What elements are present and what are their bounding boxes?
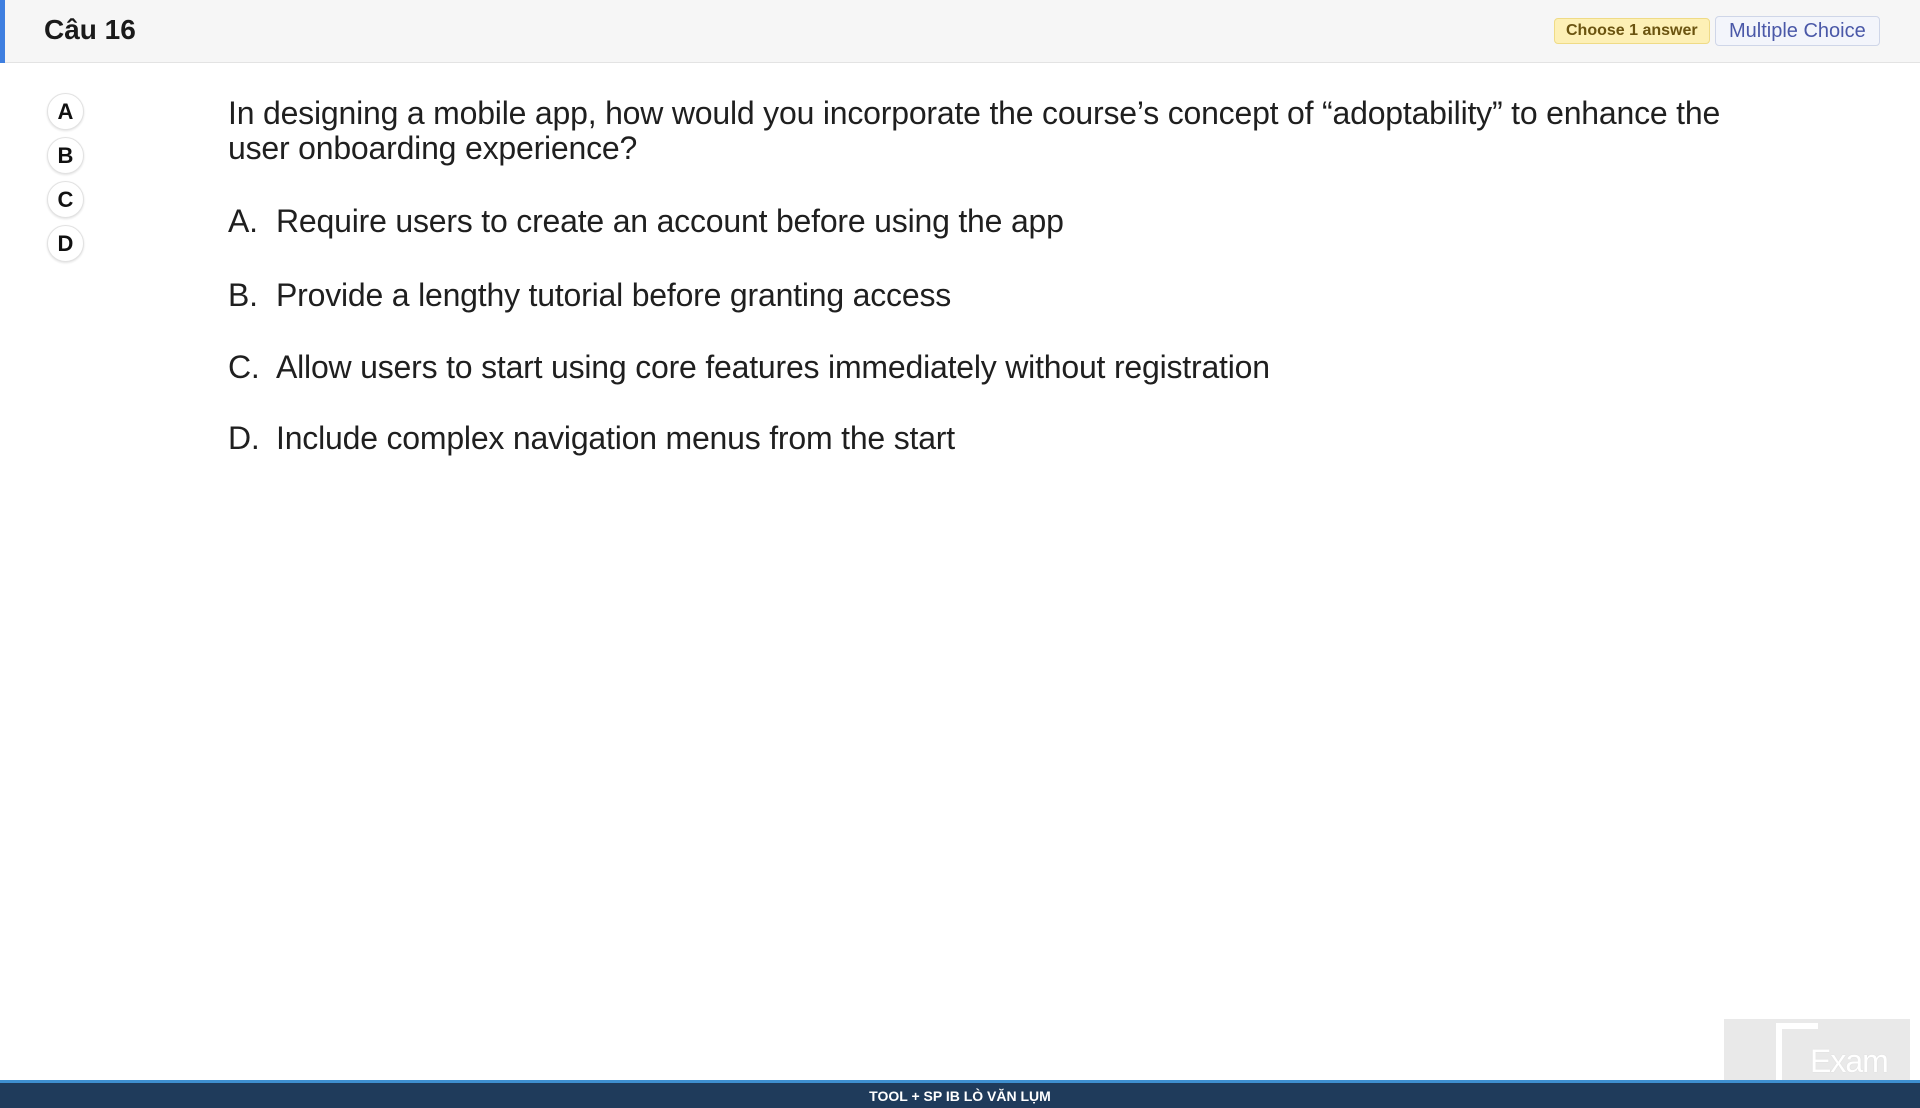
select-option-b-button[interactable]: B [47,137,84,174]
question-number-title: Câu 16 [44,14,136,45]
answer-text: Include complex navigation menus from the start [276,420,955,456]
answer-option-b [228,277,951,313]
select-option-d-button[interactable]: D [47,225,84,262]
footer-credit-text: TOOL + SP IB LÒ VĂN LỤM [869,1088,1051,1104]
select-option-a-button[interactable]: A [47,93,84,130]
select-option-c-button[interactable]: C [47,181,84,218]
answer-letter: B. [228,277,258,313]
question-header [0,0,1920,63]
answer-text: Require users to create an account before using the app [276,203,1064,239]
footer-bar [0,1080,1920,1108]
header-accent-bar [0,0,5,63]
answer-letter: A. [228,203,258,239]
answer-text: Allow users to start using core features immediately without registration [276,349,1270,385]
answer-letter: C. [228,349,260,385]
answer-option-d [228,420,955,456]
answer-text: Provide a lengthy tutorial before granting access [276,277,952,313]
answer-selector [47,93,85,269]
answer-option-a [228,203,1064,239]
choose-count-badge: Choose 1 answer [1554,18,1710,44]
answer-option-c [228,349,1270,385]
question-type-badge: Multiple Choice [1715,16,1880,46]
answer-letter: D. [228,420,260,456]
logo-text: Exam [1810,1043,1888,1079]
question-text: In designing a mobile app, how would you incorporate the course’s concept of “adoptability” to enhance the user onboarding experience? [228,95,1721,166]
